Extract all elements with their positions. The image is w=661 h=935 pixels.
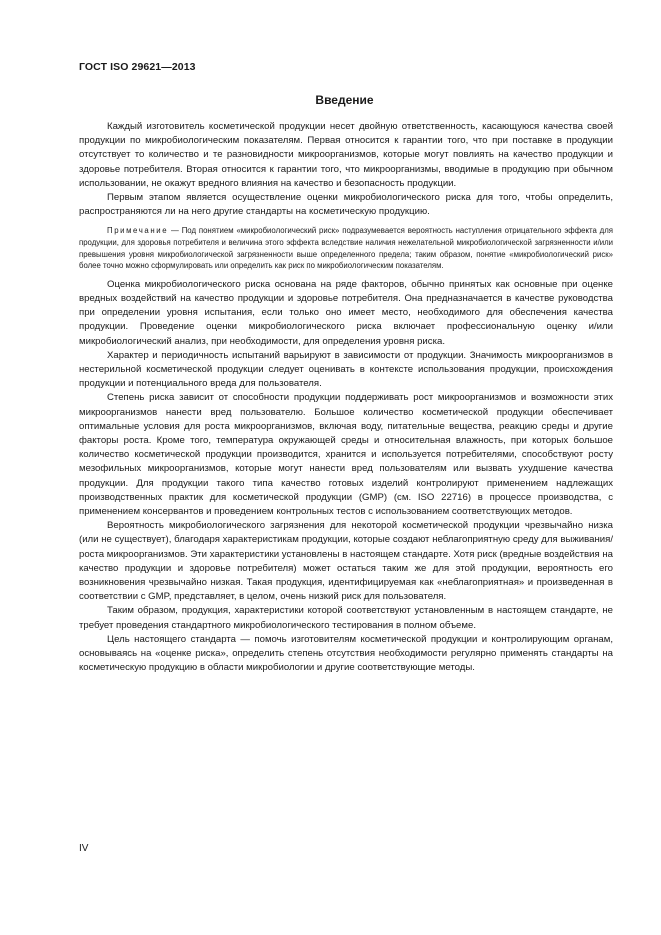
note-text: Под понятием «микробиологический риск» подразумевается вероятность наступления отрицательного эффекта для продукции, для здоровья потребителя и величина этого эффекта вследствие наличия нежелательной микробиологической загрязненности и/или превышения уровня микробиологической загрязненности выше определенного предела; таким образом, понятие «микробиологический риск» более точно можно сформулировать или определить как риск по микробиологическим показателям. xyxy=(79,226,613,271)
note xyxy=(79,225,613,271)
paragraph-7: Таким образом, продукция, характеристики которой соответствуют установленным в настоящем стандарте, не требует проведения стандартного микробиологического тестирования в полном объеме. xyxy=(79,605,613,631)
paragraph-5: Степень риска зависит от способности продукции поддерживать рост микроорганизмов и возможности этих микроорганизмов нанести вред пользователю. Большое количество косметической продукции обеспечивает оптимальные условия для роста микроорганизмов, включая воду, питательные вещества, реакцию среды и другие факторы роста. Кроме того, температура окружающей среды и относительная влажность, при которых большое количество косметической продукции производится, хранится и используется потребителями, способствуют росту мезофильных микроорганизмов, которые могут нанести вред пользователям или вызвать ухудшение качества продукции. Для продукции такого типа качество готовых изделий контролируют применением надлежащих производственных практик для косметической продукции (GMP) (см. ISO 22716) в процессе производства, с применением консервантов и проведением контрольных тестов с использованием соответствующих методов. xyxy=(79,392,613,518)
paragraph-1: Каждый изготовитель косметической продукции несет двойную ответственность, касающуюся качества своей продукции по микробиологическим показателям. Первая относится к гарантии того, что при поставке в продукции отсутствует то количество и те разновидности микроорганизмов, которые могут повлиять на качество продукции и здоровье потребителя. Вторая относится к гарантии того, что микроорганизмы, вводимые в продукцию при обычном использовании, не окажут вредного влияния на качество и безопасность продукции. xyxy=(79,121,613,189)
section-title: Введение xyxy=(315,93,374,107)
paragraph-8: Цель настоящего стандарта — помочь изготовителям косметической продукции и контролирующим органам, основываясь на «оценке риска», определить степень отсутствия необходимости регулярно применять стандарты на косметическую продукцию в области микробиологии и другие соответствующие методы. xyxy=(79,633,613,674)
page-number: IV xyxy=(79,843,89,854)
note-label: Примечание xyxy=(107,226,169,236)
paragraph-6: Вероятность микробиологического загрязнения для некоторой косметической продукции чрезвычайно низка (или не существует), благодаря характеристикам продукции, которые создают неблагоприятную среду для выживания/роста микроорганизмов. Эти характеристики установлены в настоящем стандарте. Хотя риск (вредные воздействия на качество продукции и здоровье потребителя) может остаться таким же для этой продукции, вероятность его возникновения чрезвычайно низкая. Такая продукция, идентифицируемая как «неблагоприятная» и произведенная в соответствии с GMP, представляет, в целом, очень низкий риск для пользователя. xyxy=(79,520,613,603)
paragraph-2: Первым этапом является осуществление оценки микробиологического риска для того, чтобы определить, распространяются ли на него другие стандарты на косметическую продукцию. xyxy=(79,192,613,218)
note-dash: — xyxy=(168,226,182,236)
paragraph-3: Оценка микробиологического риска основана на ряде факторов, обычно принятых как основные при оценке вредных воздействий на качество продукции и здоровье потребителя. Она предназначается в качестве руководства при определении уровня испытания, если только оно имеет место, необходимого для обеспечения качества продукции. Проведение оценки микробиологического риска включает профессиональную оценку и/или микробиологический анализ, при необходимости, для определения уровня риска. xyxy=(79,278,613,347)
document-body xyxy=(79,120,613,675)
document-header: ГОСТ ISO 29621—2013 xyxy=(79,61,196,73)
paragraph-4: Характер и периодичность испытаний варьируют в зависимости от продукции. Значимость микроорганизмов в нестерильной косметической продукции следует оценивать в контексте использования продукции, происхождения продукции и потенциального вреда для пользователя. xyxy=(79,349,613,390)
